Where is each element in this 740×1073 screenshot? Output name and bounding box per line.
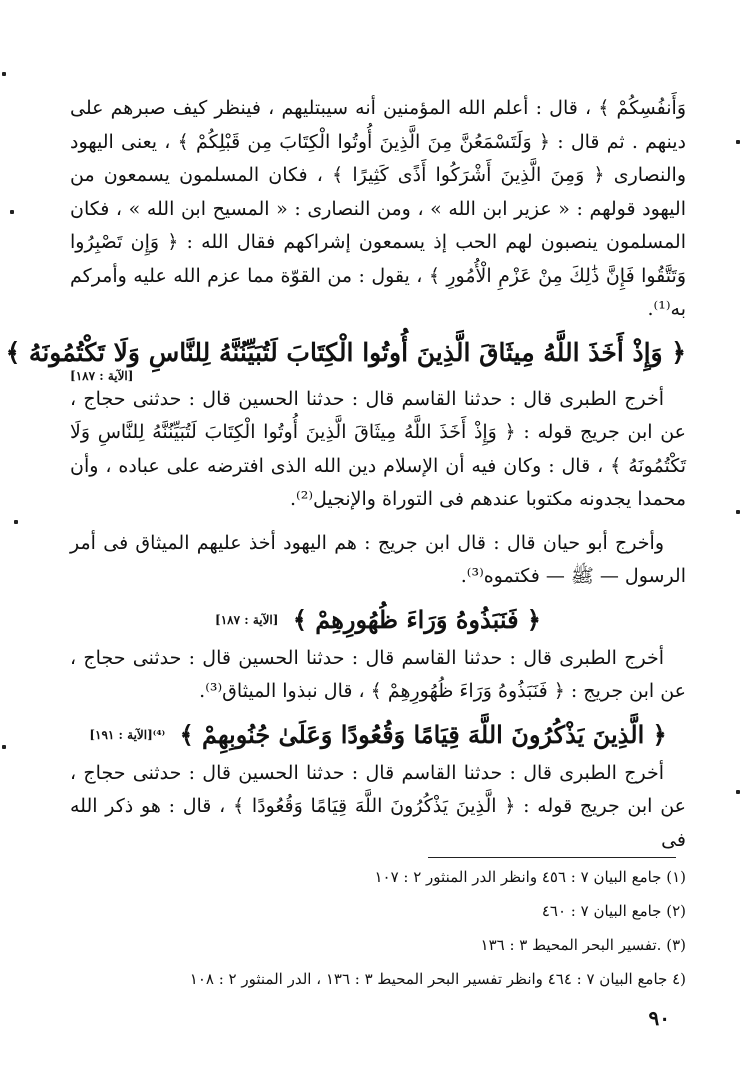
page-body (5, 92, 686, 857)
verse-heading-3-text: ﴿ الَّذِينَ يَذْكُرُونَ اللَّهَ قِيَامًا وَقُعُودًا وَعَلَىٰ جُنُوبِهِمْ ﴾ (179, 719, 667, 749)
margin-mark (2, 72, 6, 76)
verse-heading-3 (70, 713, 686, 757)
verse-heading-2-ref: [الآية : ١٨٧] (215, 612, 279, 627)
margin-mark (736, 510, 740, 514)
verse-heading-1-text: ﴿ وَإِذْ أَخَذَ اللَّهُ مِيثَاقَ الَّذِينَ أُوتُوا الْكِتَابَ لَتُبَيِّنُنَّهُ لِلنَّاسِ وَلَا تَكْتُمُونَهُ ﴾ (5, 337, 686, 367)
margin-mark (10, 210, 14, 214)
paragraph-5: أخرج الطبرى قال : حدثنا القاسم قال : حدثنا الحسين قال : حدثنى حجاج ، عن ابن جريج قوله : ﴿ الَّذِينَ يَذْكُرُونَ اللَّهَ قِيَامًا وَقُعُودًا ﴾ ، قال : هو ذكر الله فى (70, 761, 686, 851)
paragraph-3: وأخرج أبو حيان قال : قال ابن جريج : هم اليهود أخذ عليهم الميثاق فى أمر الرسول — ﷺ — فكتموه⁽³⁾. (70, 531, 686, 587)
margin-mark (14, 520, 18, 524)
margin-mark (736, 790, 740, 794)
footnote-1: (١) جامع البيان ٧ : ٤٥٦ وانظر الدر المنثور ٢ : ١٠٧ (374, 868, 686, 886)
paragraph-1: وَأَنفُسِكُمْ ﴾ ، قال : أعلم الله المؤمنين أنه سيبتليهم ، فينظر كيف صبرهم على دينهم . ثم قال : ﴿ وَلَتَسْمَعُنَّ مِنَ الَّذِينَ أُوتُوا الْكِتَابَ مِن قَبْلِكُمْ ﴾ ، يعنى اليهود والنصارى ﴿ وَمِنَ الَّذِينَ أَشْرَكُوا أَذًى كَثِيرًا ﴾ ، فكان المسلمون يسمعون من اليهود قولهم : « عزير ابن الله » ، ومن النصارى : « المسيح ابن الله » ، فكان المسلمون ينصبون لهم الحب إذ يسمعون إشراكهم فقال الله : ﴿ وَإِن تَصْبِرُوا وَتَتَّقُوا فَإِنَّ ذَٰلِكَ مِنْ عَزْمِ الْأُمُورِ ﴾ ، يقول : من القوّة مما عزم الله عليه وأمركم به⁽¹⁾. (70, 97, 686, 320)
footnotes (70, 860, 686, 996)
margin-mark (736, 140, 740, 144)
page-number: ٩٠ (648, 1006, 670, 1030)
footnote-3: (٣) .تفسير البحر المحيط ٣ : ١٣٦ (480, 936, 686, 954)
paragraph-2: أخرج الطبرى قال : حدثنا القاسم قال : حدثنا الحسين قال : حدثنى حجاج ، عن ابن جريج قوله : ﴿ وَإِذْ أَخَذَ اللَّهُ مِيثَاقَ الَّذِينَ أُوتُوا الْكِتَابَ لَتُبَيِّنُنَّهُ لِلنَّاسِ وَلَا تَكْتُمُونَهُ ﴾ ، قال : وكان فيه أن الإسلام دين الله الذى افترضه على عباده ، وأن محمدا يجدونه مكتوبا عندهم فى التوراة والإنجيل⁽²⁾. (70, 387, 686, 510)
footnote-divider (428, 857, 676, 858)
margin-mark (2, 745, 6, 749)
verse-heading-1 (5, 331, 686, 375)
paragraph-4: أخرج الطبرى قال : حدثنا القاسم قال : حدثنا الحسين قال : حدثنى حجاج ، عن ابن جريج : ﴿ فَنَبَذُوهُ وَرَاءَ ظُهُورِهِمْ ﴾ ، قال نبذوا الميثاق⁽³⁾. (70, 646, 686, 702)
verse-heading-1-ref: [الآية : ١٨٧] (70, 368, 134, 383)
verse-heading-3-ref: ⁽⁴⁾[الآية : ١٩١] (89, 727, 166, 742)
footnote-4: (٤ جامع البيان ٧ : ٤٦٤ وانظر تفسير البحر المحيط ٣ : ١٣٦ ، الدر المنثور ٢ : ١٠٨ (189, 970, 686, 988)
verse-heading-2 (70, 598, 686, 642)
verse-heading-2-text: ﴿ فَنَبَذُوهُ وَرَاءَ ظُهُورِهِمْ ﴾ (292, 604, 541, 634)
footnote-2: (٢) جامع البيان ٧ : ٤٦٠ (541, 902, 686, 920)
